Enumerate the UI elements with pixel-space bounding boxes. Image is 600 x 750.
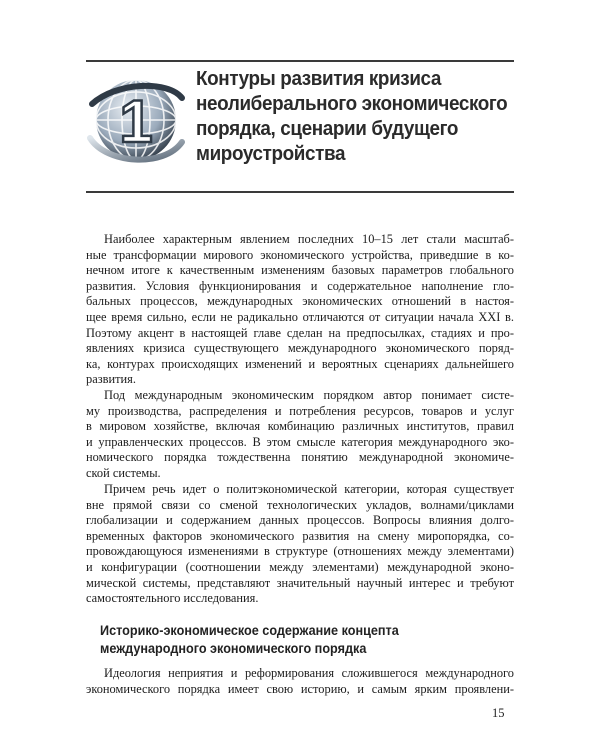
section-paragraph-1 bbox=[86, 666, 514, 697]
top-rule bbox=[86, 60, 514, 62]
text-line: Причем речь идет о политэкономической категории, которая существует bbox=[104, 482, 514, 496]
text-line: провождающуюся изменениями в структуре (отношениях между элементами) bbox=[86, 544, 514, 559]
text-line: развития. bbox=[86, 372, 136, 387]
text-line: Наиболее характерным явлением последних 10–15 лет стали масштаб- bbox=[104, 232, 514, 246]
chapter-title bbox=[196, 66, 508, 166]
body-paragraph-1 bbox=[86, 232, 514, 388]
text-line: щее время сильно, если не радикально отличаются от ситуации начала XXI в. bbox=[86, 309, 514, 324]
text-line: нечном итоге к качественным изменениям базовых параметров глобального bbox=[86, 263, 514, 278]
text-line: вне прямой связи со сменой технологических укладов, волнами/циклами bbox=[86, 497, 514, 512]
text-line: Поэтому акцент в настоящей главе сделан на предпосылках, стадиях и про- bbox=[86, 325, 514, 340]
text-line: ные трансформации мирового экономического устройства, приведшие в ко- bbox=[86, 247, 514, 262]
text-line: номического порядка тождественна понятию международной экономиче- bbox=[86, 450, 514, 465]
text-line: экономического порядка имеет свою историю, и самым ярким проявлени- bbox=[86, 681, 514, 696]
body-paragraph-2 bbox=[86, 388, 514, 482]
text-line: Под международным экономическим порядком автор понимает систе- bbox=[104, 388, 514, 402]
section-heading bbox=[100, 622, 485, 657]
section-heading-line: международного экономического порядка bbox=[100, 640, 367, 656]
text-line: в мировом хозяйстве, включая комбинацию различных институтов, правил bbox=[86, 419, 514, 434]
text-line: Идеология неприятия и реформирования сложившегося международного bbox=[104, 666, 514, 680]
page-number: 15 bbox=[492, 706, 505, 720]
text-line: явлениях кризиса существующего международного экономического поряд- bbox=[86, 341, 514, 356]
chapter-title-line: Контуры развития кризиса bbox=[196, 67, 442, 90]
text-line: развития. Условия функционирования и содержательное наполнение гло- bbox=[86, 278, 514, 293]
chapter-globe-emblem bbox=[86, 64, 186, 176]
text-line: му производства, распределения и потребления ресурсов, товаров и услуг bbox=[86, 403, 514, 418]
section-heading-line: Историко-экономическое содержание концепта bbox=[100, 623, 399, 638]
text-line: бальных процессов, международных экономических отношений в настоя- bbox=[86, 294, 514, 309]
bottom-rule bbox=[86, 191, 514, 193]
text-line: временных факторов экономического развития на смену миропорядка, со- bbox=[86, 528, 514, 543]
text-line: и управленческих процессов. В этом смысле категория международного эко- bbox=[86, 434, 514, 449]
text-line: ской системы. bbox=[86, 465, 161, 480]
text-line: мической системы, представляют значительный научный интерес и требуют bbox=[86, 575, 514, 590]
text-line: и конфигурации (соотношении между элементами) международной эконо- bbox=[86, 559, 514, 574]
chapter-title-line: неолиберального экономического bbox=[196, 92, 508, 115]
text-line: глобализации и содержанием данных процессов. Вопросы влияния долго- bbox=[86, 513, 514, 528]
chapter-title-line: мироустройства bbox=[196, 142, 346, 165]
chapter-title-line: порядка, сценарии будущего bbox=[196, 117, 459, 140]
body-paragraph-3 bbox=[86, 482, 514, 607]
globe-icon bbox=[86, 64, 186, 176]
text-line: ка, контурах происходящих изменений и вероятных сценариях дальнейшего bbox=[86, 356, 514, 371]
chapter-number: 1 bbox=[119, 88, 153, 155]
text-line: самостоятельного исследования. bbox=[86, 591, 259, 606]
